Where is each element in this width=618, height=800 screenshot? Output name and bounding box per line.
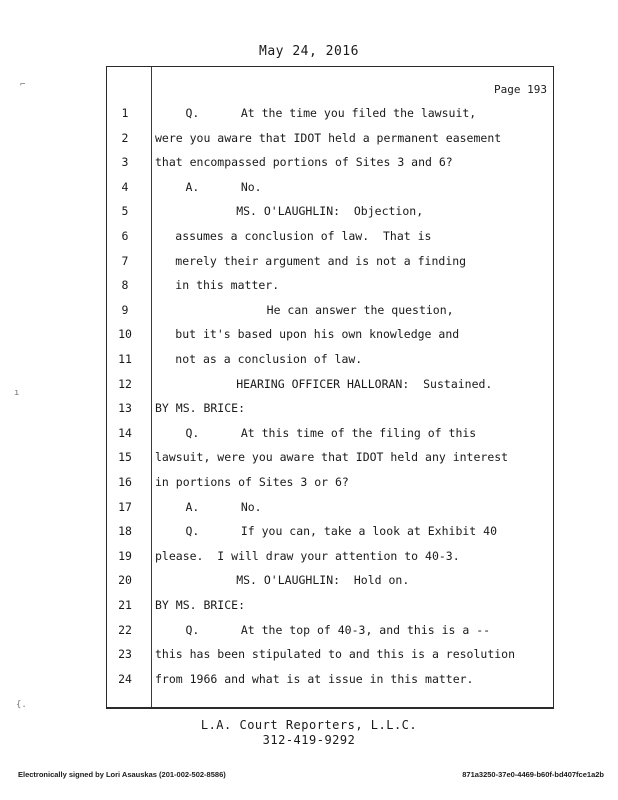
transcript-line <box>107 324 553 344</box>
line-number: 24 <box>118 671 132 686</box>
line-number: 4 <box>121 179 129 194</box>
line-number: 8 <box>121 278 129 293</box>
transcript-line <box>107 497 553 517</box>
transcript-line <box>107 595 553 615</box>
line-number: 15 <box>118 450 132 465</box>
transcript-line <box>107 644 553 664</box>
transcript-line <box>107 398 553 418</box>
line-text: Q. At this time of the filing of this <box>185 425 477 440</box>
transcript-line <box>107 177 553 197</box>
transcript-date: May 24, 2016 <box>259 44 359 59</box>
line-number: 14 <box>118 425 132 440</box>
line-number: 3 <box>121 155 129 170</box>
line-text: but it's based upon his own knowledge and <box>175 327 460 342</box>
line-text: Q. At the top of 40-3, and this is a -- <box>185 622 491 637</box>
line-number: 21 <box>118 598 132 612</box>
transcript-line <box>107 472 553 492</box>
line-text: He can answer the question, <box>266 302 454 317</box>
line-text: A. No. <box>185 499 262 514</box>
line-number: 13 <box>118 401 132 416</box>
transcript-line <box>107 103 553 123</box>
transcript-line <box>107 128 553 148</box>
line-text: MS. O'LAUGHLIN: Objection, <box>236 204 424 219</box>
margin-mark-icon: {. <box>16 700 27 710</box>
line-text: BY MS. BRICE: <box>155 401 246 416</box>
line-text: this has been stipulated to and this is a resolution <box>155 647 516 662</box>
transcript-line <box>107 423 553 443</box>
line-text: merely their argument and is not a finding <box>175 253 467 268</box>
line-number: 7 <box>121 253 129 268</box>
court-reporter-name: L.A. Court Reporters, L.L.C. <box>200 718 418 732</box>
transcript-line <box>107 521 553 541</box>
transcript-line <box>107 275 553 295</box>
line-number: 5 <box>121 204 129 219</box>
line-number: 1 <box>121 106 129 120</box>
line-text: that encompassed portions of Sites 3 and 6? <box>155 155 453 170</box>
line-number: 23 <box>118 647 132 662</box>
line-number: 20 <box>118 573 132 588</box>
line-text: were you aware that IDOT held a permanent easement <box>155 130 502 145</box>
transcript-line <box>107 669 553 689</box>
line-text: BY MS. BRICE: <box>155 598 246 612</box>
transcript-line <box>107 300 553 320</box>
line-text: not as a conclusion of law. <box>175 352 363 366</box>
line-number: 10 <box>118 327 132 342</box>
line-number: 16 <box>118 475 132 489</box>
electronic-signature-text: Electronically signed by Lori Asauskas (201-002-502-8586) <box>18 770 226 779</box>
transcript-line <box>107 201 553 221</box>
transcript-line <box>107 152 553 172</box>
line-text: from 1966 and what is at issue in this matter. <box>155 671 474 686</box>
transcript-line <box>107 349 553 369</box>
line-number: 18 <box>118 524 132 539</box>
transcript-line <box>107 447 553 467</box>
court-reporter-phone: 312-419-9292 <box>262 733 356 747</box>
line-number: 19 <box>118 548 132 563</box>
transcript-line <box>107 620 553 640</box>
line-number: 22 <box>118 622 132 637</box>
line-text: Q. If you can, take a look at Exhibit 40 <box>185 524 497 539</box>
transcript-line <box>107 546 553 566</box>
line-text: in this matter. <box>175 278 280 293</box>
line-text: Q. At the time you filed the lawsuit, <box>185 106 477 120</box>
line-number: 6 <box>121 229 129 243</box>
line-number: 12 <box>118 376 132 391</box>
line-text: HEARING OFFICER HALLORAN: Sustained. <box>236 376 493 391</box>
transcript-line <box>107 374 553 394</box>
line-text: please. I will draw your attention to 40-3. <box>155 548 460 563</box>
margin-mark-icon: ⌐ <box>20 80 26 90</box>
document-hash: 871a3250-37e0-4469-b60f-bd407fce1a2b <box>462 770 604 779</box>
page-number: Page 193 <box>494 83 547 96</box>
margin-mark-icon: ı <box>14 388 20 398</box>
transcript-page-frame <box>106 66 554 709</box>
line-number: 9 <box>121 302 129 317</box>
line-text: in portions of Sites 3 or 6? <box>155 475 349 489</box>
line-text: assumes a conclusion of law. That is <box>175 229 432 243</box>
line-number: 11 <box>118 352 132 366</box>
transcript-line <box>107 251 553 271</box>
transcript-line <box>107 226 553 246</box>
transcript-line <box>107 570 553 590</box>
line-number: 2 <box>121 130 129 145</box>
line-text: MS. O'LAUGHLIN: Hold on. <box>236 573 410 588</box>
line-text: A. No. <box>185 179 262 194</box>
line-text: lawsuit, were you aware that IDOT held any interest <box>155 450 509 465</box>
line-number: 17 <box>118 499 132 514</box>
